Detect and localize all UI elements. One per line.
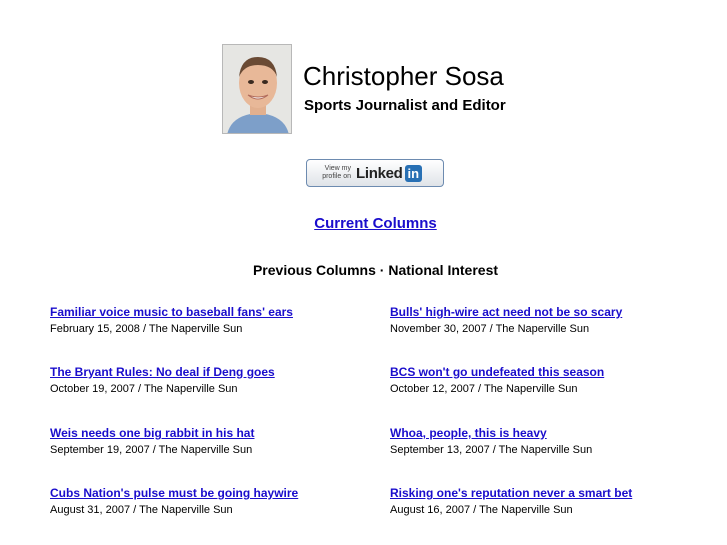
- article-link[interactable]: Familiar voice music to baseball fans' ears: [50, 305, 293, 319]
- article-link[interactable]: Bulls' high-wire act need not be so scary: [390, 305, 623, 319]
- previous-columns-heading: Previous Columns · National Interest: [252, 262, 499, 278]
- profile-photo-image: [223, 45, 292, 134]
- article-link[interactable]: Risking one's reputation never a smart bet: [390, 486, 633, 500]
- linkedin-small-text-line2: profile on: [322, 173, 351, 180]
- article-meta: October 19, 2007 / The Naperville Sun: [50, 383, 238, 395]
- profile-title: Sports Journalist and Editor: [304, 97, 506, 114]
- article-link[interactable]: The Bryant Rules: No deal if Deng goes: [50, 365, 275, 379]
- article-meta: September 19, 2007 / The Naperville Sun: [50, 444, 253, 456]
- article-item: [50, 305, 293, 336]
- article-link[interactable]: Weis needs one big rabbit in his hat: [50, 426, 255, 440]
- article-meta: August 31, 2007 / The Naperville Sun: [50, 504, 233, 516]
- article-meta: September 13, 2007 / The Naperville Sun: [390, 444, 593, 456]
- article-link[interactable]: Whoa, people, this is heavy: [390, 426, 547, 440]
- article-meta: November 30, 2007 / The Naperville Sun: [390, 323, 590, 335]
- article-item: [390, 426, 592, 457]
- article-meta: August 16, 2007 / The Naperville Sun: [390, 504, 573, 516]
- article-item: [50, 365, 275, 396]
- article-item: [390, 365, 604, 396]
- article-item: [390, 305, 622, 336]
- article-item: [50, 486, 298, 517]
- profile-photo: [222, 44, 292, 134]
- profile-name: Christopher Sosa: [303, 61, 504, 91]
- article-link[interactable]: BCS won't go undefeated this season: [390, 365, 605, 379]
- linkedin-small-text-line1: View my: [324, 165, 351, 172]
- article-meta: February 15, 2008 / The Naperville Sun: [50, 323, 243, 335]
- article-meta: October 12, 2007 / The Naperville Sun: [390, 383, 578, 395]
- linkedin-logo-word: Linked: [356, 164, 403, 182]
- current-columns-link[interactable]: Current Columns: [314, 215, 437, 232]
- linkedin-profile-button[interactable]: [306, 159, 444, 187]
- linkedin-small-text: [317, 165, 351, 181]
- article-item: [50, 426, 254, 457]
- linkedin-in-icon: in: [405, 165, 423, 182]
- article-item: [390, 486, 632, 517]
- article-link[interactable]: Cubs Nation's pulse must be going haywire: [50, 486, 299, 500]
